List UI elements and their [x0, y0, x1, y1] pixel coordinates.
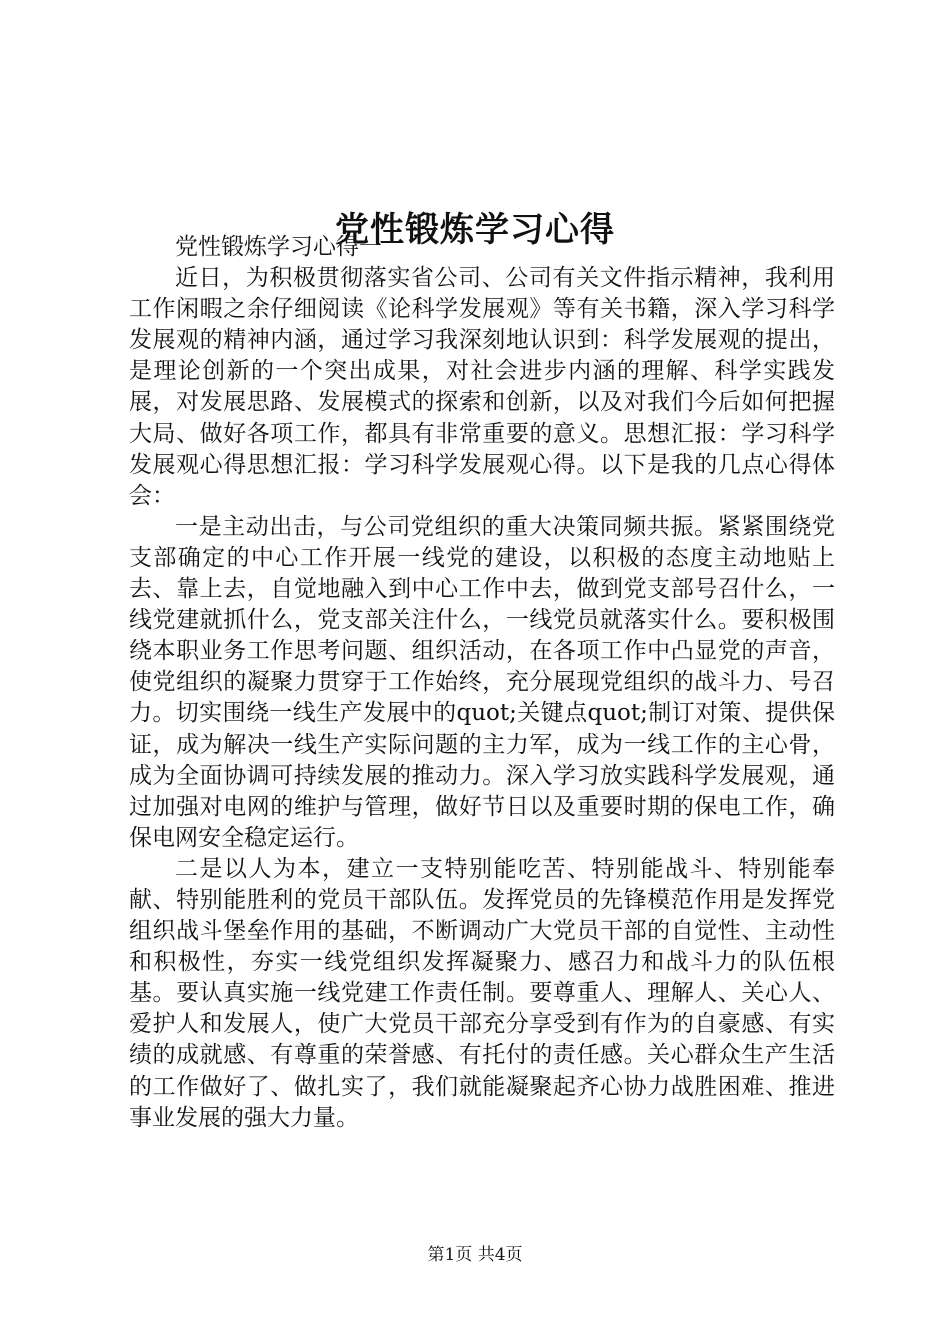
section-heading: 党性锻炼学习心得一	[175, 234, 382, 260]
paragraph-point-two: 二是以人为本，建立一支特别能吃苦、特别能战斗、特别能奉献、特别能胜利的党员干部队伍。发挥党员的先锋模范作用是发挥党组织战斗堡垒作用的基础，不断调动广大党员干部的自觉性、主动性和积极性，夯实一线党组织发挥凝聚力、感召力和战斗力的队伍根基。要认真实施一线党建工作责任制。要尊重人、理解人、关心人、爱护人和发展人，使广大党员干部充分享受到有作为的自豪感、有实绩的成就感、有尊重的荣誉感、有托付的责任感。关心群众生产生活的工作做好了、做扎实了，我们就能凝聚起齐心协力战胜困难、推进事业发展的强大力量。	[129, 855, 835, 1131]
page-number: 第1页 共4页	[427, 1245, 523, 1265]
document-body	[129, 232, 835, 1134]
document-title: 党性锻炼学习心得	[335, 209, 615, 250]
paragraph-intro: 近日，为积极贯彻落实省公司、公司有关文件指示精神，我利用工作闲暇之余仔细阅读《论科学发展观》等有关书籍，深入学习科学发展观的精神内涵，通过学习我深刻地认识到：科学发展观的提出，是理论创新的一个突出成果，对社会进步内涵的理解、科学实践发展，对发展思路、发展模式的探索和创新，以及对我们今后如何把握大局、做好各项工作，都具有非常重要的意义。思想汇报：学习科学发展观心得思想汇报：学习科学发展观心得。以下是我的几点心得体会：	[129, 265, 835, 509]
paragraph-point-one: 一是主动出击，与公司党组织的重大决策同频共振。紧紧围绕党支部确定的中心工作开展一线党的建设，以积极的态度主动地贴上去、靠上去，自觉地融入到中心工作中去，做到党支部号召什么，一线党建就抓什么，党支部关注什么，一线党员就落实什么。要积极围绕本职业务工作思考问题、组织活动，在各项工作中凸显党的声音，使党组织的凝聚力贯穿于工作始终，充分展现党组织的战斗力、号召力。切实围绕一线生产发展中的quot;关键点quot;制订对策、提供保证，成为解决一线生产实际问题的主力军，成为一线工作的主心骨，成为全面协调可持续发展的推动力。深入学习放实践科学发展观，通过加强对电网的维护与管理，做好节日以及重要时期的保电工作，确保电网安全稳定运行。	[129, 513, 835, 851]
